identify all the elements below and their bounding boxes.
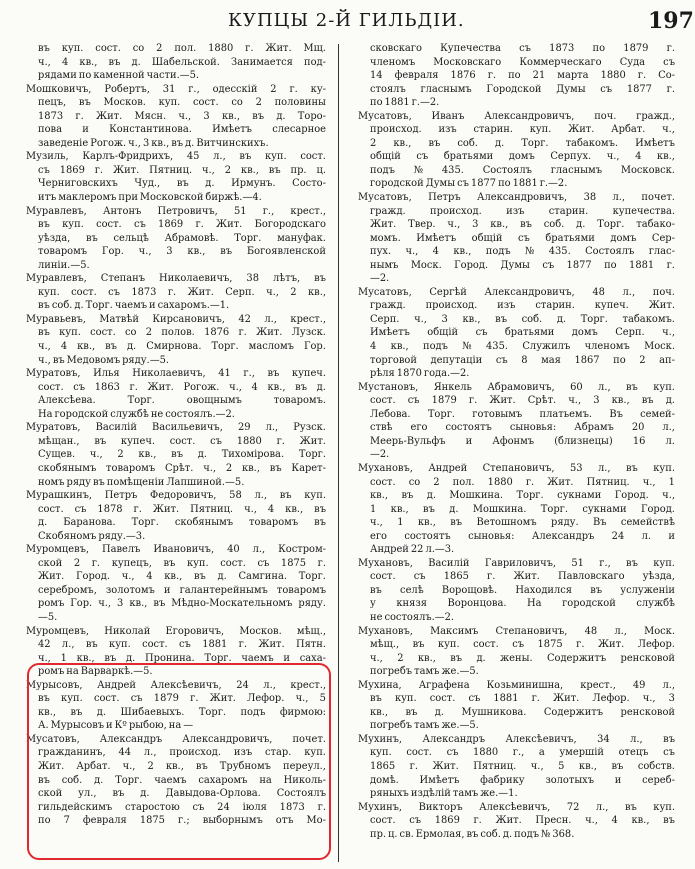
text-line: мѣщан., въ купеч. сост. съ 1880 г. Жит.: [38, 435, 326, 447]
text-line: подъ № 435. Состоялъ гласнымъ Московск.: [370, 164, 675, 176]
entry-first-line: Мурысовъ, Андрей Алексѣевичъ, 24 л., крест.,: [26, 679, 326, 691]
text-line: въ куп. сост. со 2 пол. 1880 г. Жит. Мщ.: [38, 43, 326, 54]
text-line: —5.: [38, 611, 58, 623]
text-line: гражданинъ, 44 л., происход. изъ стар. куп.: [38, 747, 326, 759]
entry-first-line: Мустановъ, Янкель Абрамовичъ, 60 л., въ куп.: [358, 381, 675, 393]
text-line: происход. изъ старин. куп. Жит. Арбат. ч.,: [370, 124, 675, 136]
entry-first-line: Мухановъ, Максимъ Степановичъ, 48 л., Моск.: [358, 625, 675, 637]
text-line: кв., въ д. Шибаевыхъ. Торг. подъ фирмою:: [38, 706, 326, 718]
text-line: Алексѣева. Торг. овощнымъ товаромъ.: [38, 395, 326, 407]
text-line: сост. съ 1878 г. Жит. Пятниц. ч., 4 кв., въ: [38, 503, 326, 515]
text-line: рѣля 1870 года.—2.: [370, 368, 470, 380]
entry-first-line: Мухановъ, Василій Гавриловичъ, 51 г., въ куп.: [358, 557, 675, 569]
text-line: съ 1869 г. Жит. Пятниц. ч., 2 кв., въ пр. ц.: [38, 164, 326, 176]
text-line: рядами по каменной части.—5.: [38, 70, 200, 82]
entry-first-line: Мухинъ, Александръ Алексѣевичъ, 34 л., въ: [358, 733, 675, 745]
entry-first-line: Муратовъ, Василій Васильевичъ, 29 л., Рузск.: [26, 422, 326, 434]
entry-first-line: Мусатовъ, Александръ Александровичъ, почет.: [26, 733, 326, 745]
text-line: у князя Воронцова. На городской службѣ: [370, 598, 675, 610]
text-line: гильдейскимъ старостою съ 24 іюля 1873 г.: [38, 801, 326, 813]
text-line: нымъ Моск. Город. Думы съ 1877 по 1881 г.: [370, 259, 675, 271]
text-line: куп. сост. съ 1873 г. Жит. Серп. ч., 2 кв.,: [38, 286, 326, 298]
text-line: 1865 г. Жит. Пятниц. ч., 5 кв., въ собств.: [370, 760, 675, 772]
text-line: Скобяномъ ряду.—3.: [38, 530, 146, 542]
page-header: [0, 10, 695, 38]
entry-first-line: Мухановъ, Андрей Степановичъ, 53 л., въ куп.: [358, 462, 675, 474]
text-line: Жит. Арбат. ч., 2 кв., въ Трубномъ переул.,: [38, 760, 326, 772]
page-number: 197: [648, 8, 694, 34]
text-line: въ соб. д. Торг. чаемъ сахаромъ на Николь-: [38, 774, 326, 786]
text-line: торговой депутаціи съ 8 мая 1867 по 2 ап-: [370, 354, 675, 366]
entry-first-line: Мухина, Аграфена Козьминишна, крест., 49 л.,: [358, 679, 675, 691]
text-line: 4 кв., подъ № 435. Служилъ членомъ Моск.: [370, 341, 675, 353]
entry-first-line: Муратовъ, Илья Николаевичъ, 41 г., въ купеч.: [26, 368, 326, 380]
text-line: товаромъ Гор. ч., 3 кв., въ Богоявленской: [38, 246, 326, 258]
text-line: кв., въ д. Мушникова. Содержитъ ренсковой: [370, 706, 675, 718]
text-line: не состоялъ.—2.: [370, 611, 455, 623]
text-line: ствѣ его состоятъ сыновья: Абрамъ 20 л.,: [370, 422, 675, 434]
text-line: ромъ на Варваркѣ.—5.: [38, 666, 153, 678]
text-line: по 7 февраля 1875 г.; выборнымъ отъ Мо-: [38, 815, 326, 827]
text-line: пух. ч., 4 кв., подъ № 435. Состоялъ глас-: [370, 246, 675, 258]
text-line: стоялъ гласнымъ Городской Думы съ 1877 г.: [370, 83, 675, 95]
text-line: момъ. Имѣетъ общій съ братьями домъ Сер-: [370, 232, 675, 244]
text-line: ромъ Гор. ч., 3 кв., въ Мѣдно-Москательномъ ряду.: [38, 598, 326, 610]
text-line: ч., 4 кв., въ д. Смирнова. Торг. масломъ Гор.: [38, 341, 326, 353]
text-line: ч., 1 кв., въ Ветошномъ ряду. Въ семействѣ: [370, 517, 675, 529]
text-line: Сущев. ч., 2 кв., въ д. Тихомірова. Торг.: [38, 449, 326, 461]
highlight-box: [27, 663, 331, 860]
entry-first-line: Мусатовъ, Петръ Александровичъ, 38 л., почет.: [358, 192, 675, 204]
entry-first-line: Мусатовъ, Иванъ Александровичъ, поч. гражд.,: [358, 110, 675, 122]
entry-first-line: Муравлевъ, Антонъ Петровичъ, 51 г., крест.,: [26, 205, 326, 217]
text-line: ч., въ Медовомъ ряду.—5.: [38, 354, 169, 366]
text-line: пова и Константинова. Имѣетъ слесарное: [38, 124, 326, 136]
text-line: заведеніе Рогож. ч., 3 кв., въ д. Витчинскихъ.: [38, 137, 269, 149]
text-line: 14 февраля 1876 г. по 21 марта 1880 г. Со-: [370, 70, 675, 82]
text-line: мѣщ., въ куп. сост. съ 1875 г. Жит. Лефор.: [370, 639, 675, 651]
text-line: сост. со 2 пол. 1880 г. Жит. Пятниц. ч., 1: [370, 476, 675, 488]
text-line: На городской службѣ не состоялъ.—2.: [38, 408, 235, 420]
running-title: КУПЦЫ 2-Й ГИЛЬДІИ.: [228, 10, 465, 31]
text-line: сост. съ 1863 г. Жит. Рогож. ч., 4 кв., въ д.: [38, 381, 326, 393]
text-line: А. Мурысовъ и Кº рыбою, на —: [38, 720, 194, 732]
text-line: Жит. Твер. ч., 3 кв., въ соб. д. Торг. табако-: [370, 219, 675, 231]
text-line: куп. сост. съ 1880 г., а умершій отецъ съ: [370, 747, 675, 759]
text-line: ской ул., въ д. Давыдова-Орлова. Состоялъ: [38, 788, 326, 800]
entry-first-line: Муравьевъ, Матвѣй Кирсановичъ, 42 л., крест.,: [26, 313, 326, 325]
text-line: 2 кв., въ соб. д. Торг. табакомъ. Имѣетъ: [370, 137, 675, 149]
text-line: номъ ряду въ помѣщеніи Лапшиной.—5.: [38, 476, 245, 488]
text-line: уѣзда, въ сельцѣ Абрамовѣ. Торг. мануфак.: [38, 232, 326, 244]
text-line: кв., въ д. Мошкина. Торг. сукнами Город. ч.,: [370, 490, 675, 502]
text-line: ской 2 г. купецъ, въ куп. сост. съ 1875 г.: [38, 557, 326, 569]
text-line: пр. ц. св. Ермолая, въ соб. д. подъ № 368.: [370, 828, 575, 840]
text-line: сост. съ 1865 г. Жит. Павловскаго уѣзда,: [370, 571, 675, 583]
text-line: общій съ братьями домъ Серпух. ч., 4 кв.,: [370, 151, 675, 163]
text-line: по 1881 г.—2.: [370, 97, 440, 109]
text-line: въ куп. сост. съ 1881 г. Жит. Лефор. ч., 3: [370, 693, 675, 705]
text-line: Меерь-Вульфъ и Афонмъ (близнецы) 16 л.: [370, 435, 675, 447]
text-line: 1873 г. Жит. Мясн. ч., 3 кв., въ д. Торо-: [38, 110, 326, 122]
text-line: городской Думы съ 1877 по 1881 г.—2.: [370, 178, 568, 190]
text-line: Черниговскихъ Чуд., въ д. Ирмунъ. Состо-: [38, 178, 326, 190]
entry-first-line: Мусатовъ, Сергѣй Александровичъ, 48 л., поч.: [358, 286, 675, 298]
entry-first-line: Муравлевъ, Степанъ Николаевичъ, 38 лѣтъ, въ: [26, 273, 326, 285]
text-line: домѣ. Имѣетъ фабрику золотыхъ и сереб-: [370, 774, 675, 786]
text-line: Жит. Город. ч., 4 кв., въ д. Самгина. Торг.: [38, 571, 326, 583]
text-line: 42 л., въ куп. сост. съ 1881 г. Жит. Пятн.: [38, 639, 326, 651]
entry-first-line: Мухинъ, Викторъ Алексѣевичъ, 72 л., въ куп.: [358, 801, 675, 813]
text-line: въ куп. сост. со 2 полов. 1876 г. Жит. Лузск.: [38, 327, 326, 339]
text-line: погребъ тамъ же.—5.: [370, 666, 479, 678]
text-line: сковскаго Купечества съ 1873 по 1879 г.: [370, 43, 675, 54]
text-line: Серп. ч., 3 кв., въ соб. д. Торг. табакомъ.: [370, 313, 675, 325]
text-line: д. Баранова. Торг. скобянымъ товаромъ въ: [38, 517, 326, 529]
text-line: итъ маклеромъ при Московской биржѣ.—4.: [38, 192, 262, 204]
entry-first-line: Музиль, Карлъ-Фридрихъ, 45 л., въ куп. сост.: [26, 151, 326, 163]
entry-first-line: Мошковичъ, Робертъ, 31 г., одесскій 2 г. ку-: [26, 83, 326, 95]
text-line: серебромъ, золотомъ и галантерейнымъ товаромъ: [38, 584, 326, 596]
text-line: гражд. происход. изъ старин. купечества.: [370, 205, 675, 217]
text-line: въ соб. д. Торг. чаемъ и сахаромъ.—1.: [38, 300, 230, 312]
text-line: ч., 1 кв., въ д. Пронина. Торг. чаемъ и саха-: [38, 652, 326, 664]
text-line: Лебова. Торг. готовымъ платьемъ. Въ семей-: [370, 408, 675, 420]
text-line: погребъ тамъ же.—5.: [370, 720, 479, 732]
text-line: —2.: [370, 273, 390, 285]
text-line: 1 кв., въ д. Мошкина. Торг. сукнами Город.: [370, 503, 675, 515]
text-line: скобянымъ товаромъ Срѣт. ч., 2 кв., въ Карет-: [38, 462, 326, 474]
text-line: линіи.—5.: [38, 259, 90, 271]
entry-first-line: Мурашкинъ, Петръ Федоровичъ, 58 л., въ куп.: [26, 490, 326, 502]
text-line: Имѣетъ общій съ братьями домъ Серп. ч.,: [370, 327, 675, 339]
text-line: въ куп. сост. съ 1869 г. Жит. Богородскаго: [38, 219, 326, 231]
text-line: сост. съ 1879 г. Жит. Срѣт. ч., 3 кв., въ д.: [370, 395, 675, 407]
text-line: гражд. происход. изъ старин. купеч. Жит.: [370, 300, 675, 312]
entry-first-line: Муромцевъ, Николай Егоровичъ, Москов. мѣщ.,: [26, 625, 326, 637]
text-line: пецъ, въ Москов. куп. сост. со 2 половины: [38, 97, 326, 109]
text-line: членомъ Московскаго Коммерческаго Суда съ: [370, 56, 675, 68]
text-line: сост. съ 1869 г. Жит. Пресн. ч., 4 кв., въ: [370, 815, 675, 827]
text-line: ч., 4 кв., въ д. Шабельской. Занимается под-: [38, 56, 326, 68]
text-line: его состоятъ сыновья: Александръ 24 л. и: [370, 530, 675, 542]
text-line: въ куп. сост. съ 1879 г. Жит. Лефор. ч., 5: [38, 693, 326, 705]
column-divider: [338, 44, 339, 862]
text-line: ч., 2 кв., въ д. жены. Содержитъ ренсковой: [370, 652, 675, 664]
text-line: Андрей 22 л.—3.: [370, 544, 455, 556]
text-line: въ селѣ Ворощовѣ. Находился въ услуженіи: [370, 584, 675, 596]
text-line: ряныхъ издѣлій тамъ же.—1.: [370, 788, 518, 800]
entry-first-line: Муромцевъ, Павелъ Ивановичъ, 40 л., Костром-: [26, 544, 326, 556]
text-line: —2.: [370, 449, 390, 461]
right-column: [358, 42, 675, 841]
